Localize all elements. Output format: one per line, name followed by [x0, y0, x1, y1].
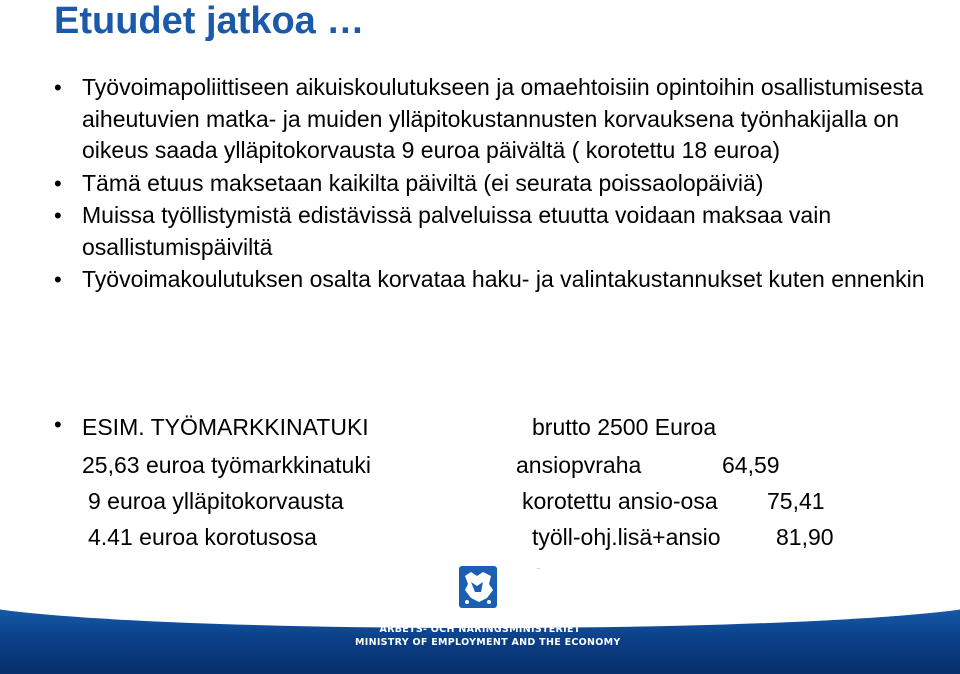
- row-left: 25,63 euroa työmarkkinatuki: [82, 452, 371, 478]
- row-value: 64,59: [722, 452, 780, 478]
- bullet-icon: •: [54, 203, 62, 228]
- bullet-item: [54, 72, 934, 167]
- lion-emblem-icon: [455, 562, 501, 612]
- bullet-icon: •: [54, 75, 62, 100]
- ministry-name-sv: ARBETS- OCH NÄRINGSMINISTERIET: [379, 624, 581, 635]
- bullet-item: [54, 200, 934, 263]
- row-left: 9 euroa ylläpitokorvausta: [88, 488, 344, 514]
- slide-title: Etuudet jatkoa …: [54, 0, 365, 42]
- bullet-icon: •: [54, 267, 62, 292]
- row-mid: ansiopvraha: [516, 452, 642, 478]
- bullet-text: Työvoimapoliittiseen aikuiskoulutukseen ja omaehtoisiin opintoihin osallistumisesta aiheutuvien matka- ja muiden ylläpitokustannusten korvauksena työnhakijalla on oikeus saada ylläpitokorvausta 9 euroa päivältä ( korotettu 18 euroa): [82, 74, 924, 163]
- bullet-icon: •: [54, 412, 62, 437]
- row-value: 81,90: [776, 524, 834, 550]
- bullet-item: [54, 264, 934, 296]
- row-mid: korotettu ansio-osa: [522, 488, 718, 514]
- example-gross: brutto 2500 Euroa: [532, 414, 717, 440]
- ministry-name-fi: TYÖ- JA ELINKEINOMINISTERIÖ: [394, 611, 566, 622]
- bullet-text: Tämä etuus maksetaan kaikilta päiviltä (ei seurata poissaolopäiviä): [82, 169, 764, 196]
- bullet-icon: •: [54, 170, 62, 196]
- bullet-text: Muissa työllistymistä edistävissä palveluissa etuutta voidaan maksaa vain osallistumispäiviltä: [82, 202, 832, 260]
- row-mid: työll-ohj.lisä+ansio: [532, 524, 721, 550]
- bullet-list: [54, 72, 934, 297]
- example-label: ESIM. TYÖMARKKINATUKI: [82, 414, 369, 440]
- bullet-text: Työvoimakoulutuksen osalta korvataa haku- ja valintakustannukset kuten ennenkin: [82, 266, 925, 292]
- bullet-item: [54, 168, 934, 200]
- ministry-name-en: MINISTRY OF EMPLOYMENT AND THE ECONOMY: [355, 637, 621, 648]
- row-left: 4.41 euroa korotusosa: [88, 524, 317, 550]
- row-value: 75,41: [767, 488, 825, 514]
